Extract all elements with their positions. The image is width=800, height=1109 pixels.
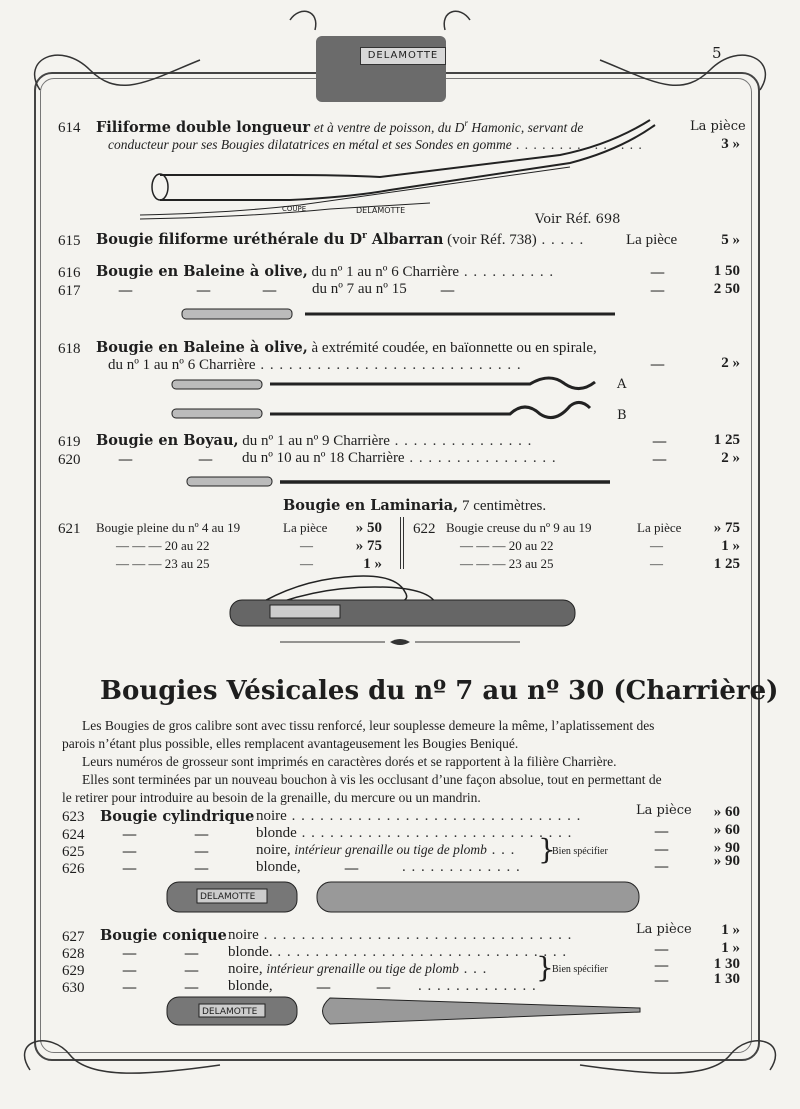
price: » 75 — [713, 520, 740, 536]
con-row-desc-line: noire, intérieur grenaille ou tige de plomb . . . — [228, 961, 488, 977]
item-desc-line: du nº 10 au nº 18 Charrière . . . . . . . . . . . . . . . . — [242, 450, 557, 466]
spec-note: Bien spécifier — [552, 964, 608, 975]
item-desc: conducteur pour ses Bougies dilatatrices en métal et ses Sondes en gomme — [108, 137, 512, 152]
brand-mark: DELAMOTTE — [202, 1007, 258, 1017]
dash: — — [654, 840, 669, 858]
lam-right-row-unit: — — [650, 556, 663, 571]
ref-number: 621 — [58, 521, 81, 537]
lam-right-row-label: — — — 20 au 22 — [460, 538, 554, 553]
item-614-line2: conducteur pour ses Bougies dilatatrices en métal et ses Sondes en gomme . . . . . . . . . . . . . . . — [108, 137, 644, 152]
price: » 50 — [355, 520, 382, 536]
cyl-row-desc-line: noire, intérieur grenaille ou tige de plomb . . . — [256, 842, 516, 858]
brace: } — [536, 951, 554, 984]
ditto-mark: — — [196, 281, 211, 299]
variant-label: A — [617, 377, 627, 392]
item-616-line: Bougie en Baleine à olive, du nº 1 au nº 6 Charrière . . . . . . . . . . — [96, 263, 555, 280]
paragraph: Elles sont terminées par un nouveau bouchon à vis les occlusant d’une façon absolue, tout en permettant de — [82, 772, 662, 787]
ditto-mark: — — [122, 859, 137, 877]
dash: — — [652, 450, 667, 468]
ref-number: 629 — [62, 963, 85, 979]
ref-number: 614 — [58, 120, 81, 136]
item-title: Filiforme double longueur — [96, 119, 311, 136]
lam-left-row-unit: — — [300, 538, 313, 553]
superscript: r — [464, 118, 468, 128]
ref-number: 625 — [62, 844, 85, 860]
item-desc: noire, — [228, 961, 267, 977]
ref-number: 618 — [58, 341, 81, 357]
paragraph: le retirer pour introduire au besoin de la grenaille, du mercure ou un mandrin. — [62, 790, 481, 805]
item-619-line: Bougie en Boyau, du nº 1 au nº 9 Charrière . . . . . . . . . . . . . . . — [96, 432, 533, 449]
price: 1 » — [721, 538, 740, 554]
item-title: Bougie cylindrique — [100, 808, 255, 825]
item-desc: noire — [228, 927, 259, 943]
leader-dots: . . . . . . . . . . . . . — [418, 978, 537, 994]
price: 1 » — [363, 556, 382, 572]
item-desc-italic: intérieur grenaille ou tige de plomb — [266, 961, 459, 976]
unit-label: La pièce — [636, 803, 692, 818]
column-separator — [400, 517, 404, 569]
gut-bougie-illustration — [185, 474, 615, 490]
whalebone-olive-bougie-illustration — [180, 305, 620, 325]
ditto-mark: — — [122, 944, 137, 962]
ditto-mark: — — [184, 961, 199, 979]
price: 3 » — [721, 136, 740, 152]
cyl-row-desc-line: noire . . . . . . . . . . . . . . . . . . . . . . . . . . . . . . . — [256, 808, 582, 824]
brace: } — [538, 833, 556, 866]
item-desc: du nº 7 au nº 15 — [312, 281, 407, 297]
lam-right-row-label: — — — 23 au 25 — [460, 556, 554, 571]
cyl-row-desc-line: blonde . . . . . . . . . . . . . . . . . . . . . . . . . . . . . — [256, 825, 573, 841]
item-desc: du nº 1 au nº 6 Charrière — [311, 264, 460, 280]
item-618-line2: du nº 1 au nº 6 Charrière . . . . . . . . . . . . . . . . . . . . . . . . . . . . — [108, 357, 522, 373]
ref-number: 615 — [58, 233, 81, 249]
page-number: 5 — [712, 44, 722, 62]
ditto-mark: — — [262, 281, 277, 299]
ditto-mark: — — [194, 825, 209, 843]
price: » 60 — [713, 822, 740, 838]
item-desc: à extrémité coudée, en baïonnette ou en spirale, — [311, 340, 597, 356]
item-desc: blonde, — [256, 859, 301, 875]
price: 1 » — [721, 922, 740, 938]
item-desc-cont: Hamonic, servant de — [467, 120, 584, 135]
ref-number: 624 — [62, 827, 85, 843]
lam-right-row-unit: — — [650, 538, 663, 553]
item-desc: (voir Réf. 738) — [447, 232, 537, 248]
lam-left-row-unit: — — [300, 556, 313, 571]
con-row-desc-line: blonde. . . . . . . . . . . . . . . . . . . . . . . . . . . . . . . . — [228, 944, 568, 960]
item-desc: blonde, — [228, 978, 273, 994]
price: » 90 — [713, 853, 740, 869]
item-desc-italic: intérieur grenaille ou tige de plomb — [294, 842, 487, 857]
dash: — — [376, 978, 391, 996]
spec-note: Bien spécifier — [552, 846, 608, 857]
ditto-mark: — — [118, 281, 133, 299]
item-615-line: Bougie filiforme uréthérale du $D^r$ Albarran (voir Réf. 738) . . . . . — [96, 231, 585, 248]
price: 1 25 — [713, 432, 740, 448]
ditto-mark: — — [184, 944, 199, 962]
logo-text: DELAMOTTE — [360, 47, 446, 65]
dash: — — [316, 978, 331, 996]
ditto-mark: — — [118, 450, 133, 468]
item-desc: blonde. — [228, 944, 273, 960]
ditto-mark: — — [198, 450, 213, 468]
brand-mark: DELAMOTTE — [356, 206, 406, 215]
unit-label: La pièce — [626, 232, 678, 248]
logo-emblem — [316, 36, 446, 102]
price: 2 50 — [713, 281, 740, 297]
cut-label: COUPE — [282, 205, 307, 213]
price: » 75 — [355, 538, 382, 554]
paragraph: Leurs numéros de grosseur sont imprimés en caractères dorés et se rapportent à la filière Charrière. — [82, 754, 617, 769]
ditto-mark: — — [122, 842, 137, 860]
bayonet-spiral-bougie-illustration — [170, 372, 610, 427]
item-title: Bougie en Baleine à olive, — [96, 339, 308, 356]
section-title: Bougie en Laminaria, — [283, 497, 459, 514]
price: » 90 — [713, 840, 740, 856]
item-desc: blonde — [256, 825, 297, 841]
item-desc: du nº 1 au nº 9 Charrière — [242, 433, 390, 449]
price: 1 25 — [713, 556, 740, 572]
item-618-line1 — [96, 339, 597, 357]
ref-number: 630 — [62, 980, 85, 996]
brand-mark: DELAMOTTE — [200, 892, 256, 902]
unit-label: La pièce — [636, 922, 692, 937]
ref-number: 626 — [62, 861, 85, 877]
dash: — — [654, 971, 669, 989]
ref-number: 623 — [62, 809, 85, 825]
item-desc: noire — [256, 808, 287, 824]
lam-right-row-unit: La pièce — [637, 520, 682, 535]
dash: — — [654, 956, 669, 974]
dash: — — [654, 822, 669, 840]
price: 1 50 — [713, 263, 740, 279]
section-heading: Bougies Vésicales du nº 7 au nº 30 (Charrière) — [100, 676, 779, 706]
item-desc: du nº 1 au nº 6 Charrière — [108, 357, 256, 373]
unit-label: La pièce — [690, 119, 746, 134]
laminaria-case-illustration — [225, 572, 580, 634]
price: 1 30 — [713, 956, 740, 972]
item-desc: du nº 10 au nº 18 Charrière — [242, 450, 405, 466]
con-row-desc-line: noire . . . . . . . . . . . . . . . . . . . . . . . . . . . . . . . . . — [228, 927, 573, 943]
ref-number: 616 — [58, 265, 81, 281]
ref-number: 627 — [62, 929, 85, 945]
section-divider — [280, 636, 520, 648]
price: 1 30 — [713, 971, 740, 987]
ditto-mark: — — [194, 859, 209, 877]
dash: — — [440, 281, 455, 299]
paragraph: Les Bougies de gros calibre sont avec tissu renforcé, leur souplesse demeure la même, l’aplatissement des — [82, 718, 655, 733]
item-desc: noire, — [256, 842, 295, 858]
price: 2 » — [721, 450, 740, 466]
item-desc: et à ventre de poisson, du D — [313, 120, 465, 135]
ditto-mark: — — [184, 978, 199, 996]
item-title: Bougie en Baleine à olive, — [96, 263, 308, 280]
ref-number: 620 — [58, 452, 81, 468]
dash: — — [654, 940, 669, 958]
price: 1 » — [721, 940, 740, 956]
lam-left-row-label: Bougie pleine du nº 4 au 19 — [96, 520, 241, 535]
dash: — — [650, 263, 665, 281]
lam-left-row-label: — — — 20 au 22 — [116, 538, 210, 553]
laminaria-title — [283, 497, 546, 515]
ditto-mark: — — [122, 825, 137, 843]
variant-label: B — [617, 408, 627, 423]
ref-note: Voir Réf. 698 — [535, 212, 621, 227]
lam-left-row-unit: La pièce — [283, 520, 328, 535]
item-title-cont: Albarran — [366, 231, 444, 248]
dash: — — [650, 355, 665, 373]
dash: — — [654, 857, 669, 875]
ref-number: 628 — [62, 946, 85, 962]
price: » 60 — [713, 804, 740, 820]
item-title: Bougie filiforme uréthérale du D — [96, 231, 363, 248]
price: 2 » — [721, 355, 740, 371]
ref-number: 619 — [58, 434, 81, 450]
paragraph: parois n’étant plus possible, elles remplacent avantageusement les Bougies Beniqué. — [62, 736, 519, 751]
lam-left-row-label: — — — 23 au 25 — [116, 556, 210, 571]
superscript: r — [362, 231, 367, 241]
price: 5 » — [721, 232, 740, 248]
ref-number: 617 — [58, 283, 81, 299]
ditto-mark: — — [122, 961, 137, 979]
dash: — — [652, 432, 667, 450]
item-title: Bougie en Boyau, — [96, 432, 239, 449]
ditto-mark: — — [122, 978, 137, 996]
leader-dots: . . . . . . . . . . . . . — [402, 859, 521, 875]
dash: — — [344, 859, 359, 877]
item-title: Bougie conique — [100, 927, 227, 944]
ref-number: 622 — [413, 521, 436, 537]
dash: — — [650, 281, 665, 299]
section-subtitle: 7 centimètres. — [461, 498, 547, 514]
ditto-mark: — — [194, 842, 209, 860]
lam-right-row-label: Bougie creuse du nº 9 au 19 — [446, 520, 592, 535]
